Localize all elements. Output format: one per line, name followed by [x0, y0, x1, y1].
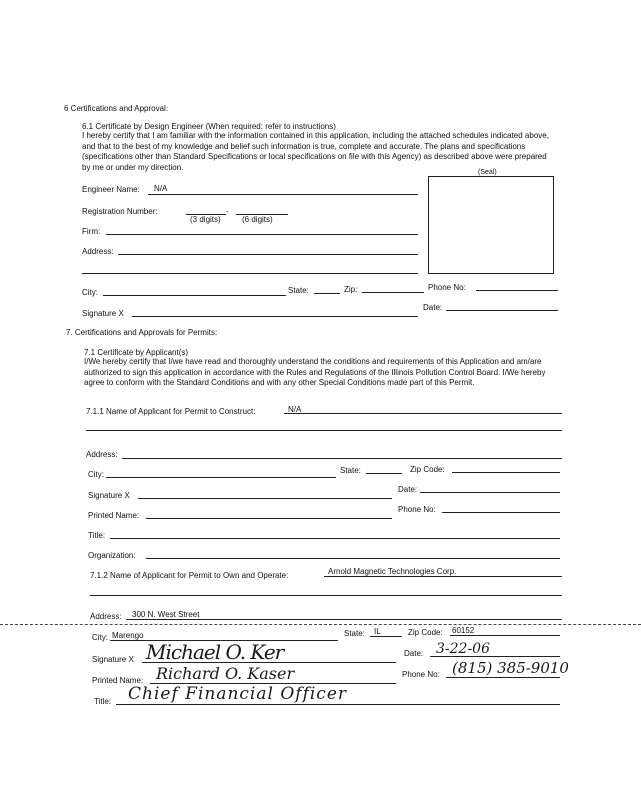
- engineer-city-field[interactable]: [103, 295, 286, 296]
- construct-title-field[interactable]: [110, 538, 560, 539]
- operate-signature-label: Signature X: [92, 655, 134, 664]
- construct-city-label: City:: [88, 470, 104, 479]
- engineer-date-label: Date:: [423, 303, 443, 312]
- operate-zip-value: 60152: [452, 626, 475, 635]
- operate-address-value: 300 N. West Street: [132, 610, 200, 619]
- engineer-state-label: State:: [288, 286, 309, 295]
- operate-zip-field[interactable]: [450, 635, 560, 636]
- applicant-certification-text: I/We hereby certify that I/we have read and thoroughly understand the conditions and requirements of this Application and am/are authorized to sign this application in accordance with the Rules and Regulations of the Illinois Pollution Control Board. I/We hereby agree to conform with the Standard Conditions and with any other Special Conditions made part of this Permit.: [84, 357, 546, 387]
- construct-applicant-field[interactable]: [284, 413, 562, 414]
- operate-title-value: Chief Financial Officer: [128, 684, 348, 704]
- engineer-signature-label: Signature X: [82, 309, 124, 318]
- construct-zip-label: Zip Code:: [410, 465, 445, 474]
- construct-organization-label: Organization:: [88, 551, 136, 560]
- construct-applicant-label: 7.1.1 Name of Applicant for Permit to Construct:: [86, 407, 256, 416]
- operate-printed-name-value: Richard O. Kaser: [156, 664, 295, 683]
- fold-edge: [0, 624, 641, 625]
- engineer-signature-field[interactable]: [132, 316, 418, 317]
- operate-address-field[interactable]: [126, 619, 562, 620]
- operate-state-label: State:: [344, 629, 365, 638]
- registration-hint-3-digits: (3 digits): [190, 215, 221, 224]
- operate-phone-field[interactable]: [446, 677, 560, 678]
- section-7-heading: 7. Certifications and Approvals for Permits:: [66, 328, 218, 337]
- registration-number-label: Registration Number:: [82, 207, 158, 216]
- construct-organization-field[interactable]: [146, 558, 560, 559]
- operate-applicant-field-2[interactable]: [90, 595, 562, 596]
- operate-applicant-field[interactable]: [324, 576, 562, 577]
- construct-address-field[interactable]: [122, 458, 562, 459]
- operate-printed-name-label: Printed Name:: [92, 676, 144, 685]
- construct-date-field[interactable]: [420, 492, 560, 493]
- seal-box: [428, 176, 554, 274]
- engineer-zip-field[interactable]: [362, 292, 424, 293]
- operate-address-label: Address:: [90, 612, 122, 621]
- operate-phone-label: Phone No:: [402, 670, 440, 679]
- construct-city-field[interactable]: [106, 477, 336, 478]
- construct-applicant-field-2[interactable]: [86, 430, 562, 431]
- firm-label: Firm:: [82, 227, 101, 236]
- operate-phone-value: (815) 385-9010: [452, 659, 569, 677]
- operate-city-label: City:: [92, 633, 108, 642]
- engineer-address-label: Address:: [82, 247, 114, 256]
- construct-printed-name-field[interactable]: [146, 518, 392, 519]
- construct-date-label: Date:: [398, 485, 418, 494]
- construct-state-label: State:: [340, 466, 361, 475]
- construct-signature-field[interactable]: [138, 498, 392, 499]
- construct-phone-label: Phone No:: [398, 505, 436, 514]
- firm-field[interactable]: [106, 234, 418, 235]
- construct-state-field[interactable]: [366, 473, 402, 474]
- engineer-certification-text: I hereby certify that I am familiar with the information contained in this application, including the attached schedules indicated above, and that to the best of my knowledge and belief such information is true, complete and accurate. The plans and specifications (specifications other than Standard Specifications or local specifications on file with this Agency) as described above were prepared by me or under my direction.: [82, 131, 549, 172]
- engineer-state-field[interactable]: [314, 293, 340, 294]
- operate-applicant-label: 7.1.2 Name of Applicant for Permit to Own and Operate:: [90, 571, 289, 580]
- registration-hint-6-digits: (6 digits): [242, 215, 273, 224]
- engineer-name-field[interactable]: [148, 194, 418, 195]
- engineer-name-label: Engineer Name:: [82, 185, 140, 194]
- engineer-city-label: City:: [82, 288, 98, 297]
- operate-signature-value: Michael O. Ker: [146, 640, 284, 664]
- operate-date-label: Date:: [404, 649, 424, 658]
- operate-state-field[interactable]: [370, 636, 402, 637]
- construct-address-label: Address:: [86, 450, 118, 459]
- construct-phone-field[interactable]: [442, 512, 560, 513]
- section-6-heading: 6 Certifications and Approval:: [64, 104, 169, 113]
- operate-date-field[interactable]: [430, 656, 560, 657]
- registration-dash: -: [226, 207, 229, 216]
- operate-city-value: Marengo: [112, 631, 144, 640]
- engineer-phone-field[interactable]: [476, 290, 558, 291]
- engineer-address-field[interactable]: [118, 254, 418, 255]
- seal-label: (Seal): [478, 169, 497, 176]
- operate-state-value: IL: [374, 627, 381, 636]
- section-7-1-heading: 7.1 Certificate by Applicant(s): [84, 348, 189, 357]
- construct-zip-field[interactable]: [452, 472, 560, 473]
- operate-zip-label: Zip Code:: [408, 628, 443, 637]
- construct-signature-label: Signature X: [88, 491, 130, 500]
- construct-printed-name-label: Printed Name:: [88, 511, 140, 520]
- operate-title-label: Title:: [94, 697, 112, 706]
- section-6-1-heading: 6.1 Certificate by Design Engineer (When required: refer to instructions): [82, 122, 336, 131]
- engineer-zip-label: Zip:: [344, 285, 358, 294]
- construct-applicant-value: N/A: [288, 405, 302, 414]
- engineer-date-field[interactable]: [446, 310, 558, 311]
- operate-title-field[interactable]: [116, 704, 560, 705]
- engineer-phone-label: Phone No:: [428, 283, 466, 292]
- operate-signature-field[interactable]: [142, 662, 396, 663]
- construct-title-label: Title:: [88, 531, 106, 540]
- engineer-address-field-2[interactable]: [82, 273, 418, 274]
- operate-applicant-value: Arnold Magnetic Technologies Corp.: [328, 567, 457, 576]
- operate-date-value: 3-22-06: [436, 641, 490, 657]
- engineer-name-value: N/A: [154, 184, 168, 193]
